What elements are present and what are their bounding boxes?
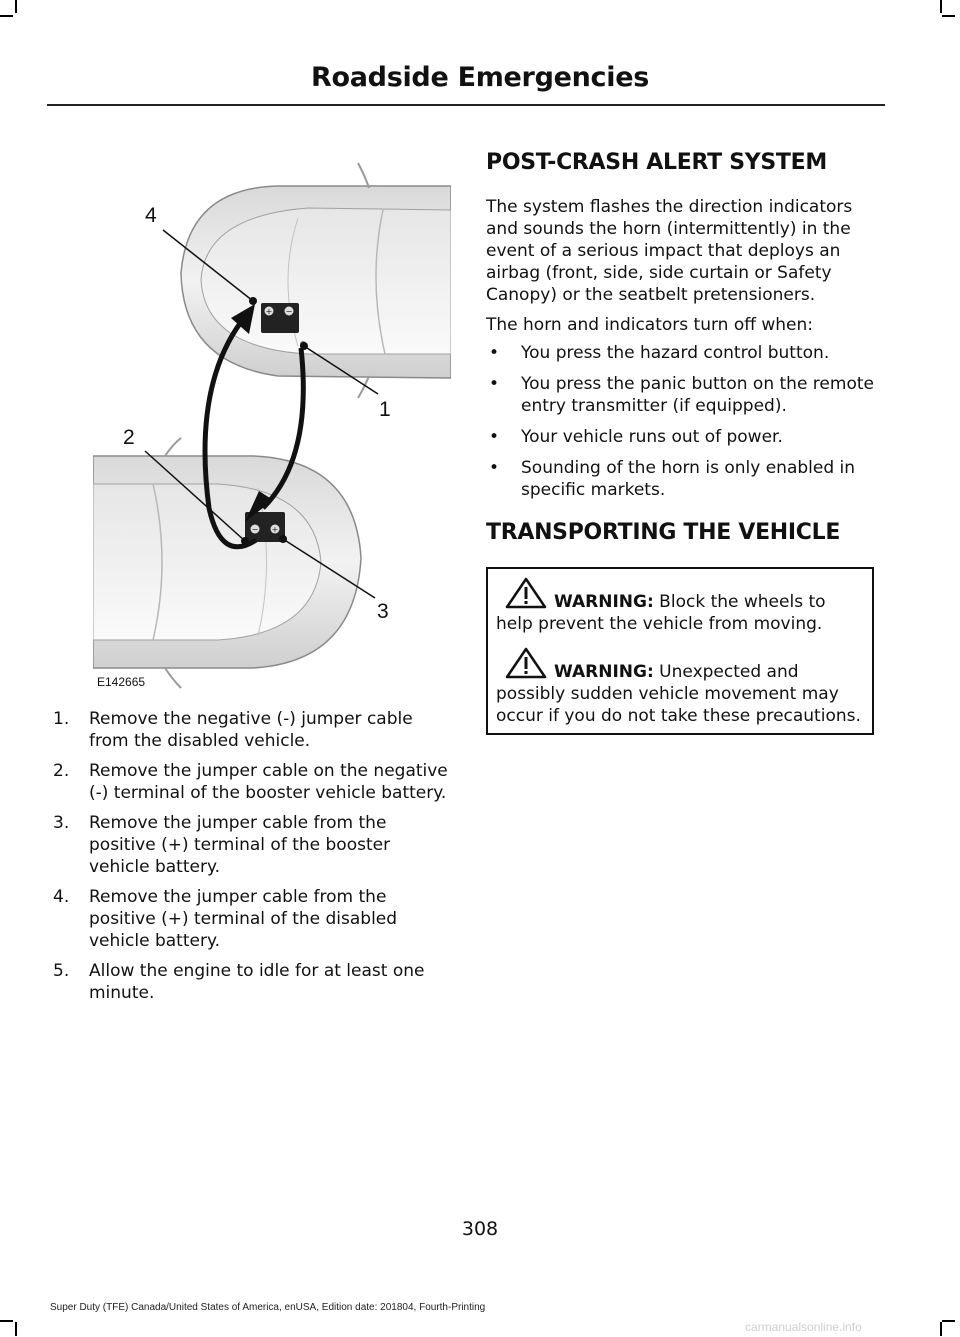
svg-text:−: − (285, 307, 293, 316)
list-item (49, 960, 452, 1004)
battery-icon (261, 303, 299, 333)
bullet-text: Sounding of the horn is only enabled in specific markets. (521, 458, 856, 500)
header-divider (47, 104, 885, 106)
warning-label: WARNING: (554, 662, 654, 682)
svg-text:−: − (251, 525, 259, 534)
bullet-glyph: • (489, 343, 500, 363)
crop-mark (0, 15, 13, 17)
list-item (49, 886, 452, 952)
figure-code: E142665 (97, 675, 146, 689)
crop-mark (942, 15, 955, 17)
step-text: Remove the jumper cable on the negative (-) terminal of the booster vehicle battery. (89, 761, 448, 803)
paragraph: The horn and indicators turn off when: (486, 315, 814, 335)
callout-label: 4 (145, 204, 157, 227)
steps-list (49, 708, 452, 1012)
warning-box (486, 567, 874, 735)
step-text: Allow the engine to idle for at least one minute. (89, 961, 425, 1003)
crop-mark (940, 1322, 942, 1336)
warning (496, 577, 864, 635)
bullet-glyph: • (489, 427, 500, 447)
bullet-glyph: • (489, 458, 500, 478)
svg-text:+: + (271, 525, 279, 534)
warning (496, 647, 864, 727)
step-number: 5. (53, 961, 70, 981)
callout-label: 2 (123, 426, 135, 449)
list-item (49, 812, 452, 878)
crop-mark (15, 1322, 17, 1336)
paragraph: The system flashes the direction indicators and sounds the horn (intermittently) in the event of a serious impact that deploys an airbag (front, side, side curtain or Safety Canopy) or the seatbelt pretensioners. (486, 197, 853, 305)
step-text: Remove the jumper cable from the positive (+) terminal of the disabled vehicle battery. (89, 887, 398, 951)
crop-mark (0, 1320, 13, 1322)
section-heading: POST-CRASH ALERT SYSTEM (486, 150, 827, 175)
list-item (486, 426, 878, 448)
bullet-text: You press the panic button on the remote entry transmitter (if equipped). (521, 374, 874, 416)
warning-triangle-icon (504, 647, 548, 679)
bullet-list (486, 342, 878, 510)
step-number: 2. (53, 761, 70, 781)
callout-label: 3 (377, 600, 389, 623)
step-number: 3. (53, 813, 70, 833)
page-number: 308 (461, 1218, 499, 1240)
list-item (486, 373, 878, 417)
warning-text: Unexpected and possibly sudden vehicle movement may occur if you do not take these precautions. (496, 662, 861, 726)
step-number: 1. (53, 709, 70, 729)
page-title: Roadside Emergencies (311, 62, 649, 93)
jump-start-figure (93, 158, 451, 693)
step-text: Remove the negative (-) jumper cable from the disabled vehicle. (89, 709, 413, 751)
warning-label: WARNING: (554, 592, 654, 612)
warning-text: Block the wheels to help prevent the vehicle from moving. (496, 592, 826, 634)
list-item (49, 760, 452, 804)
warning-triangle-icon (504, 577, 548, 609)
step-number: 4. (53, 887, 70, 907)
svg-text:+: + (265, 307, 273, 316)
bullet-text: You press the hazard control button. (521, 343, 830, 363)
jump-start-diagram (93, 158, 451, 693)
crop-mark (940, 0, 942, 13)
list-item (486, 457, 878, 501)
callout-label: 1 (379, 398, 391, 421)
crop-mark (942, 1320, 955, 1322)
list-item (49, 708, 452, 752)
list-item (486, 342, 878, 364)
watermark: carmanualsonline.info (745, 1320, 862, 1334)
step-text: Remove the jumper cable from the positive (+) terminal of the booster vehicle battery. (89, 813, 391, 877)
bullet-glyph: • (489, 374, 500, 394)
section-heading: TRANSPORTING THE VEHICLE (486, 520, 841, 545)
bullet-text: Your vehicle runs out of power. (521, 427, 783, 447)
crop-mark (15, 0, 17, 13)
footer-text: Super Duty (TFE) Canada/United States of America, enUSA, Edition date: 201804, Fourth-Printing (50, 1302, 486, 1313)
